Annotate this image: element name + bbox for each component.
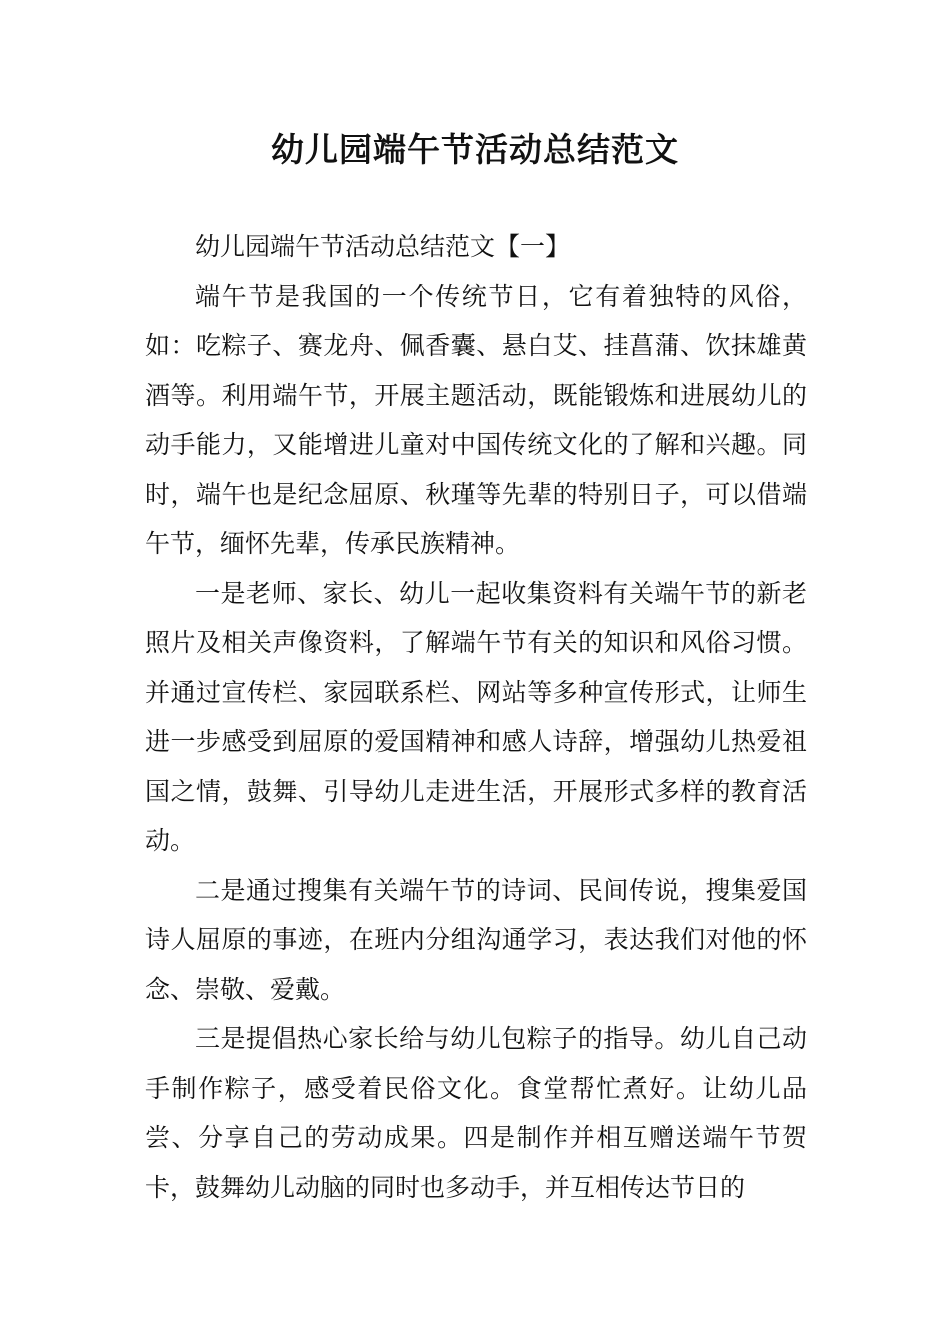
- document-title: 幼儿园端午节活动总结范文: [271, 130, 679, 169]
- paragraph-1: 端午节是我国的一个传统节日，它有着独特的风俗，如：吃粽子、赛龙舟、佩香囊、悬白艾、挂菖蒲、饮抹雄黄酒等。利用端午节，开展主题活动，既能锻炼和进展幼儿的动手能力，又能增进儿童对中国传统文化的了解和兴趣。同时，端午也是纪念屈原、秋瑾等先辈的特别日子，可以借端午节，缅怀先辈，传承民族精神。: [145, 281, 807, 558]
- paragraph-2: 一是老师、家长、幼儿一起收集资料有关端午节的新老照片及相关声像资料，了解端午节有关的知识和风俗习惯。并通过宣传栏、家园联系栏、网站等多种宣传形式，让师生进一步感受到屈原的爱国精神和感人诗辞，增强幼儿热爱祖国之情，鼓舞、引导幼儿走进生活，开展形式多样的教育活动。: [145, 578, 807, 855]
- paragraph-3: 二是通过搜集有关端午节的诗词、民间传说，搜集爱国诗人屈原的事迹，在班内分组沟通学习，表达我们对他的怀念、崇敬、爱戴。: [145, 875, 807, 1004]
- document-body: [145, 222, 807, 1212]
- paragraph-4: 三是提倡热心家长给与幼儿包粽子的指导。幼儿自己动手制作粽子，感受着民俗文化。食堂帮忙煮好。让幼儿品尝、分享自己的劳动成果。四是制作并相互赠送端午节贺卡，鼓舞幼儿动脑的同时也多动手，并互相传达节日的: [145, 1024, 807, 1202]
- section-heading: 幼儿园端午节活动总结范文【一】: [195, 232, 571, 261]
